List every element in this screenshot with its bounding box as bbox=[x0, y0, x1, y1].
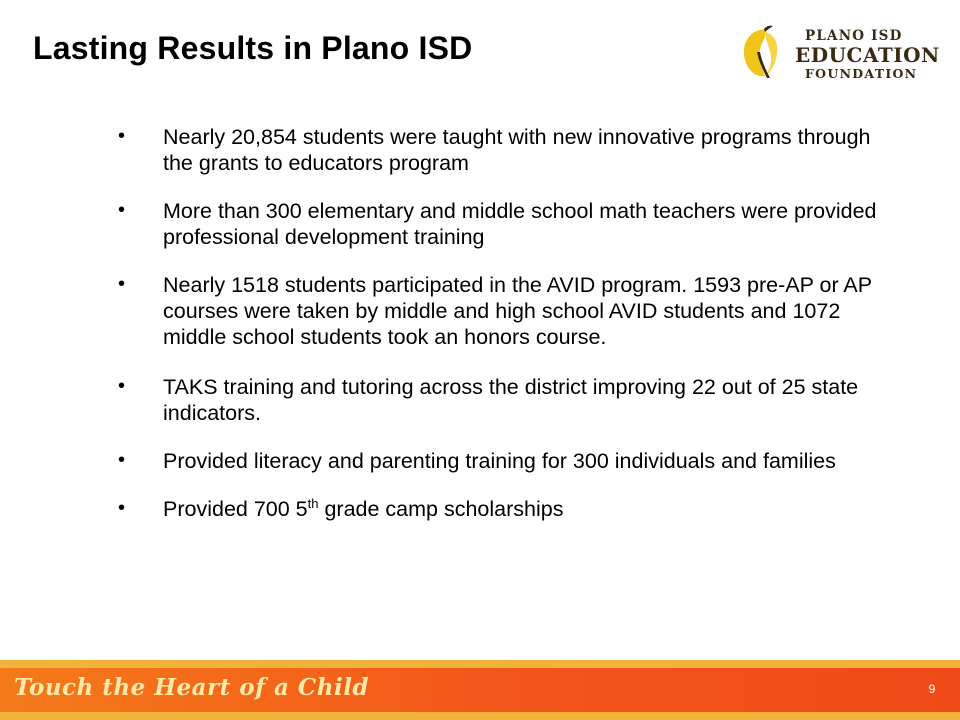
logo-line-foundation: FOUNDATION bbox=[805, 66, 918, 81]
bullet-dot-icon: • bbox=[118, 497, 126, 519]
logo-wordmark bbox=[785, 28, 940, 81]
education-foundation-logo bbox=[735, 22, 940, 86]
bullet-item bbox=[118, 124, 898, 176]
bullet-item bbox=[118, 198, 898, 250]
bullet-text: Provided literacy and parenting training for 300 individuals and families bbox=[163, 449, 836, 473]
bullet-dot-icon: • bbox=[118, 375, 126, 397]
bullet-text: Nearly 1518 students participated in the AVID program. 1593 pre-AP or AP courses were taken by middle and high school AVID students and 1072 middle school students took an honors course. bbox=[163, 273, 872, 349]
logo-line-education: EDUCATION bbox=[795, 43, 940, 67]
results-bullet-list bbox=[118, 124, 898, 544]
bullet-dot-icon: • bbox=[118, 199, 126, 221]
footer-gold-stripe-bottom bbox=[0, 712, 960, 720]
slide-title: Lasting Results in Plano ISD bbox=[33, 30, 473, 66]
page-number: 9 bbox=[928, 682, 936, 696]
bullet-text-after: grade camp scholarships bbox=[318, 497, 564, 521]
bullet-item bbox=[118, 496, 898, 522]
ordinal-superscript: th bbox=[307, 496, 319, 511]
footer-gold-stripe-top bbox=[0, 660, 960, 668]
bullet-text bbox=[163, 497, 563, 521]
bullet-dot-icon: • bbox=[118, 273, 126, 295]
footer-tagline: Touch the Heart of a Child bbox=[14, 674, 370, 701]
bullet-item bbox=[118, 448, 898, 474]
logo-line-plano-isd: PLANO ISD bbox=[805, 28, 903, 44]
bullet-item bbox=[118, 374, 898, 426]
bullet-dot-icon: • bbox=[118, 125, 126, 147]
bullet-text: TAKS training and tutoring across the district improving 22 out of 25 state indicators. bbox=[163, 375, 859, 425]
bullet-text: More than 300 elementary and middle school math teachers were provided professional development training bbox=[163, 199, 877, 249]
bullet-item bbox=[118, 272, 898, 350]
bullet-text-before: Provided 700 5 bbox=[163, 497, 308, 521]
bullet-text: Nearly 20,854 students were taught with new innovative programs through the grants to educators program bbox=[163, 125, 871, 175]
bullet-dot-icon: • bbox=[118, 449, 126, 471]
